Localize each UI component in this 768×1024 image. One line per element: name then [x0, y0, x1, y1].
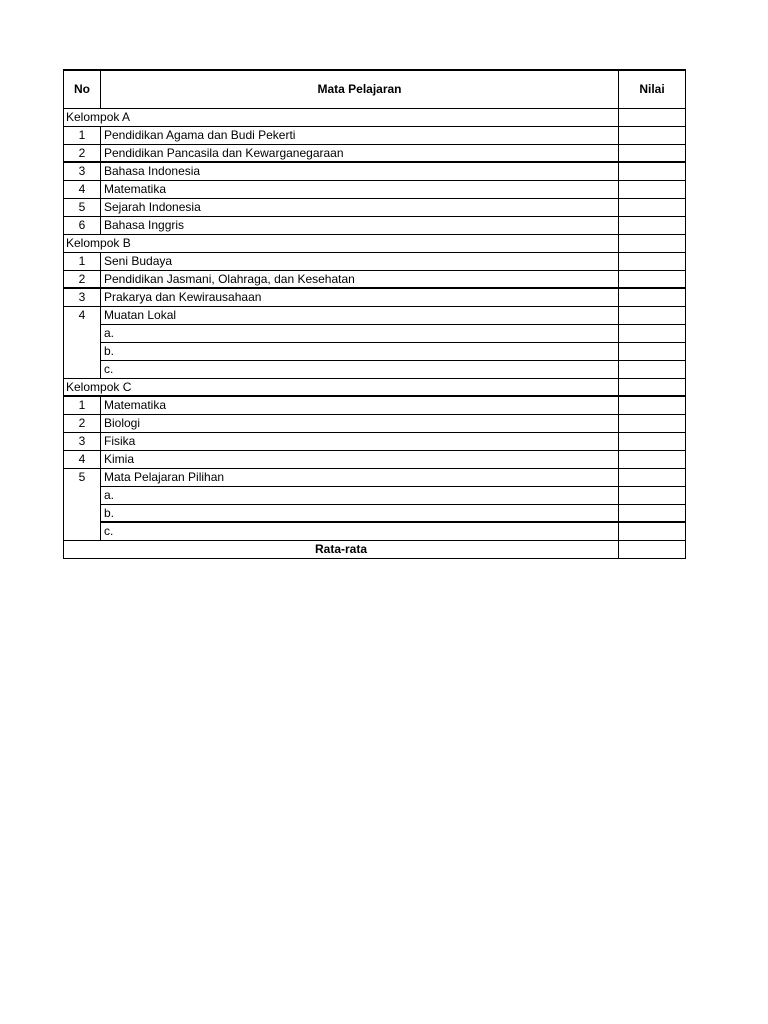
- subject-name: Matematika: [101, 396, 619, 414]
- table-row: [64, 180, 686, 198]
- group-row: [64, 108, 686, 126]
- group-label: Kelompok A: [64, 108, 619, 126]
- sub-row: [64, 486, 686, 504]
- sub-item-label: b.: [101, 504, 619, 522]
- row-number: 3: [64, 288, 101, 306]
- grades-table: [63, 69, 686, 559]
- subject-name: Biologi: [101, 414, 619, 432]
- score-cell[interactable]: [619, 108, 686, 126]
- table-row: [64, 270, 686, 288]
- table-row: [64, 414, 686, 432]
- score-cell[interactable]: [619, 288, 686, 306]
- table-row: [64, 126, 686, 144]
- score-cell[interactable]: [619, 252, 686, 270]
- score-cell[interactable]: [619, 432, 686, 450]
- subject-name: Bahasa Indonesia: [101, 162, 619, 180]
- subject-name: Muatan Lokal: [101, 306, 619, 324]
- header-row: [64, 70, 686, 108]
- sub-item-label: c.: [101, 522, 619, 540]
- row-number: 2: [64, 144, 101, 162]
- row-number: 4: [64, 306, 101, 324]
- row-number-empty: [64, 324, 101, 342]
- score-cell[interactable]: [619, 378, 686, 396]
- subject-name: Sejarah Indonesia: [101, 198, 619, 216]
- average-label: Rata-rata: [64, 540, 619, 558]
- table-row: [64, 306, 686, 324]
- score-cell[interactable]: [619, 126, 686, 144]
- score-cell[interactable]: [619, 180, 686, 198]
- table-row: [64, 288, 686, 306]
- sub-item-label: b.: [101, 342, 619, 360]
- subject-name: Mata Pelajaran Pilihan: [101, 468, 619, 486]
- header-no: No: [64, 70, 101, 108]
- sub-item-label: a.: [101, 486, 619, 504]
- score-cell[interactable]: [619, 396, 686, 414]
- row-number: 1: [64, 252, 101, 270]
- subject-name: Bahasa Inggris: [101, 216, 619, 234]
- table-row: [64, 396, 686, 414]
- row-number: 2: [64, 414, 101, 432]
- table-row: [64, 144, 686, 162]
- table-row: [64, 198, 686, 216]
- row-number-empty: [64, 360, 101, 378]
- row-number-empty: [64, 504, 101, 522]
- sub-row: [64, 504, 686, 522]
- score-cell[interactable]: [619, 522, 686, 540]
- average-row: [64, 540, 686, 558]
- subject-name: Prakarya dan Kewirausahaan: [101, 288, 619, 306]
- row-number: 4: [64, 180, 101, 198]
- score-cell[interactable]: [619, 234, 686, 252]
- score-cell[interactable]: [619, 486, 686, 504]
- table-body: [64, 108, 686, 558]
- group-label: Kelompok B: [64, 234, 619, 252]
- header-score: Nilai: [619, 70, 686, 108]
- row-number-empty: [64, 342, 101, 360]
- sub-row: [64, 522, 686, 540]
- score-cell[interactable]: [619, 216, 686, 234]
- table-row: [64, 216, 686, 234]
- row-number: 3: [64, 432, 101, 450]
- group-label: Kelompok C: [64, 378, 619, 396]
- table-row: [64, 450, 686, 468]
- row-number: 6: [64, 216, 101, 234]
- group-row: [64, 234, 686, 252]
- subject-name: Kimia: [101, 450, 619, 468]
- row-number: 1: [64, 396, 101, 414]
- table-row: [64, 162, 686, 180]
- sub-row: [64, 360, 686, 378]
- group-row: [64, 378, 686, 396]
- sub-row: [64, 324, 686, 342]
- score-cell[interactable]: [619, 504, 686, 522]
- row-number: 1: [64, 126, 101, 144]
- score-cell[interactable]: [619, 360, 686, 378]
- row-number: 3: [64, 162, 101, 180]
- score-cell[interactable]: [619, 306, 686, 324]
- score-cell[interactable]: [619, 414, 686, 432]
- table-row: [64, 432, 686, 450]
- subject-name: Pendidikan Pancasila dan Kewarganegaraan: [101, 144, 619, 162]
- table-row: [64, 252, 686, 270]
- sub-row: [64, 342, 686, 360]
- score-cell[interactable]: [619, 324, 686, 342]
- subject-name: Pendidikan Jasmani, Olahraga, dan Kesehatan: [101, 270, 619, 288]
- sub-item-label: a.: [101, 324, 619, 342]
- row-number-empty: [64, 522, 101, 540]
- score-cell[interactable]: [619, 450, 686, 468]
- row-number: 2: [64, 270, 101, 288]
- header-subject: Mata Pelajaran: [101, 70, 619, 108]
- subject-name: Seni Budaya: [101, 252, 619, 270]
- sub-item-label: c.: [101, 360, 619, 378]
- score-cell[interactable]: [619, 198, 686, 216]
- score-cell[interactable]: [619, 342, 686, 360]
- score-cell[interactable]: [619, 468, 686, 486]
- score-cell[interactable]: [619, 144, 686, 162]
- subject-name: Matematika: [101, 180, 619, 198]
- score-cell[interactable]: [619, 162, 686, 180]
- row-number: 4: [64, 450, 101, 468]
- subject-name: Pendidikan Agama dan Budi Pekerti: [101, 126, 619, 144]
- score-cell[interactable]: [619, 270, 686, 288]
- row-number: 5: [64, 468, 101, 486]
- row-number-empty: [64, 486, 101, 504]
- subject-name: Fisika: [101, 432, 619, 450]
- average-score-cell[interactable]: [619, 540, 686, 558]
- table-row: [64, 468, 686, 486]
- row-number: 5: [64, 198, 101, 216]
